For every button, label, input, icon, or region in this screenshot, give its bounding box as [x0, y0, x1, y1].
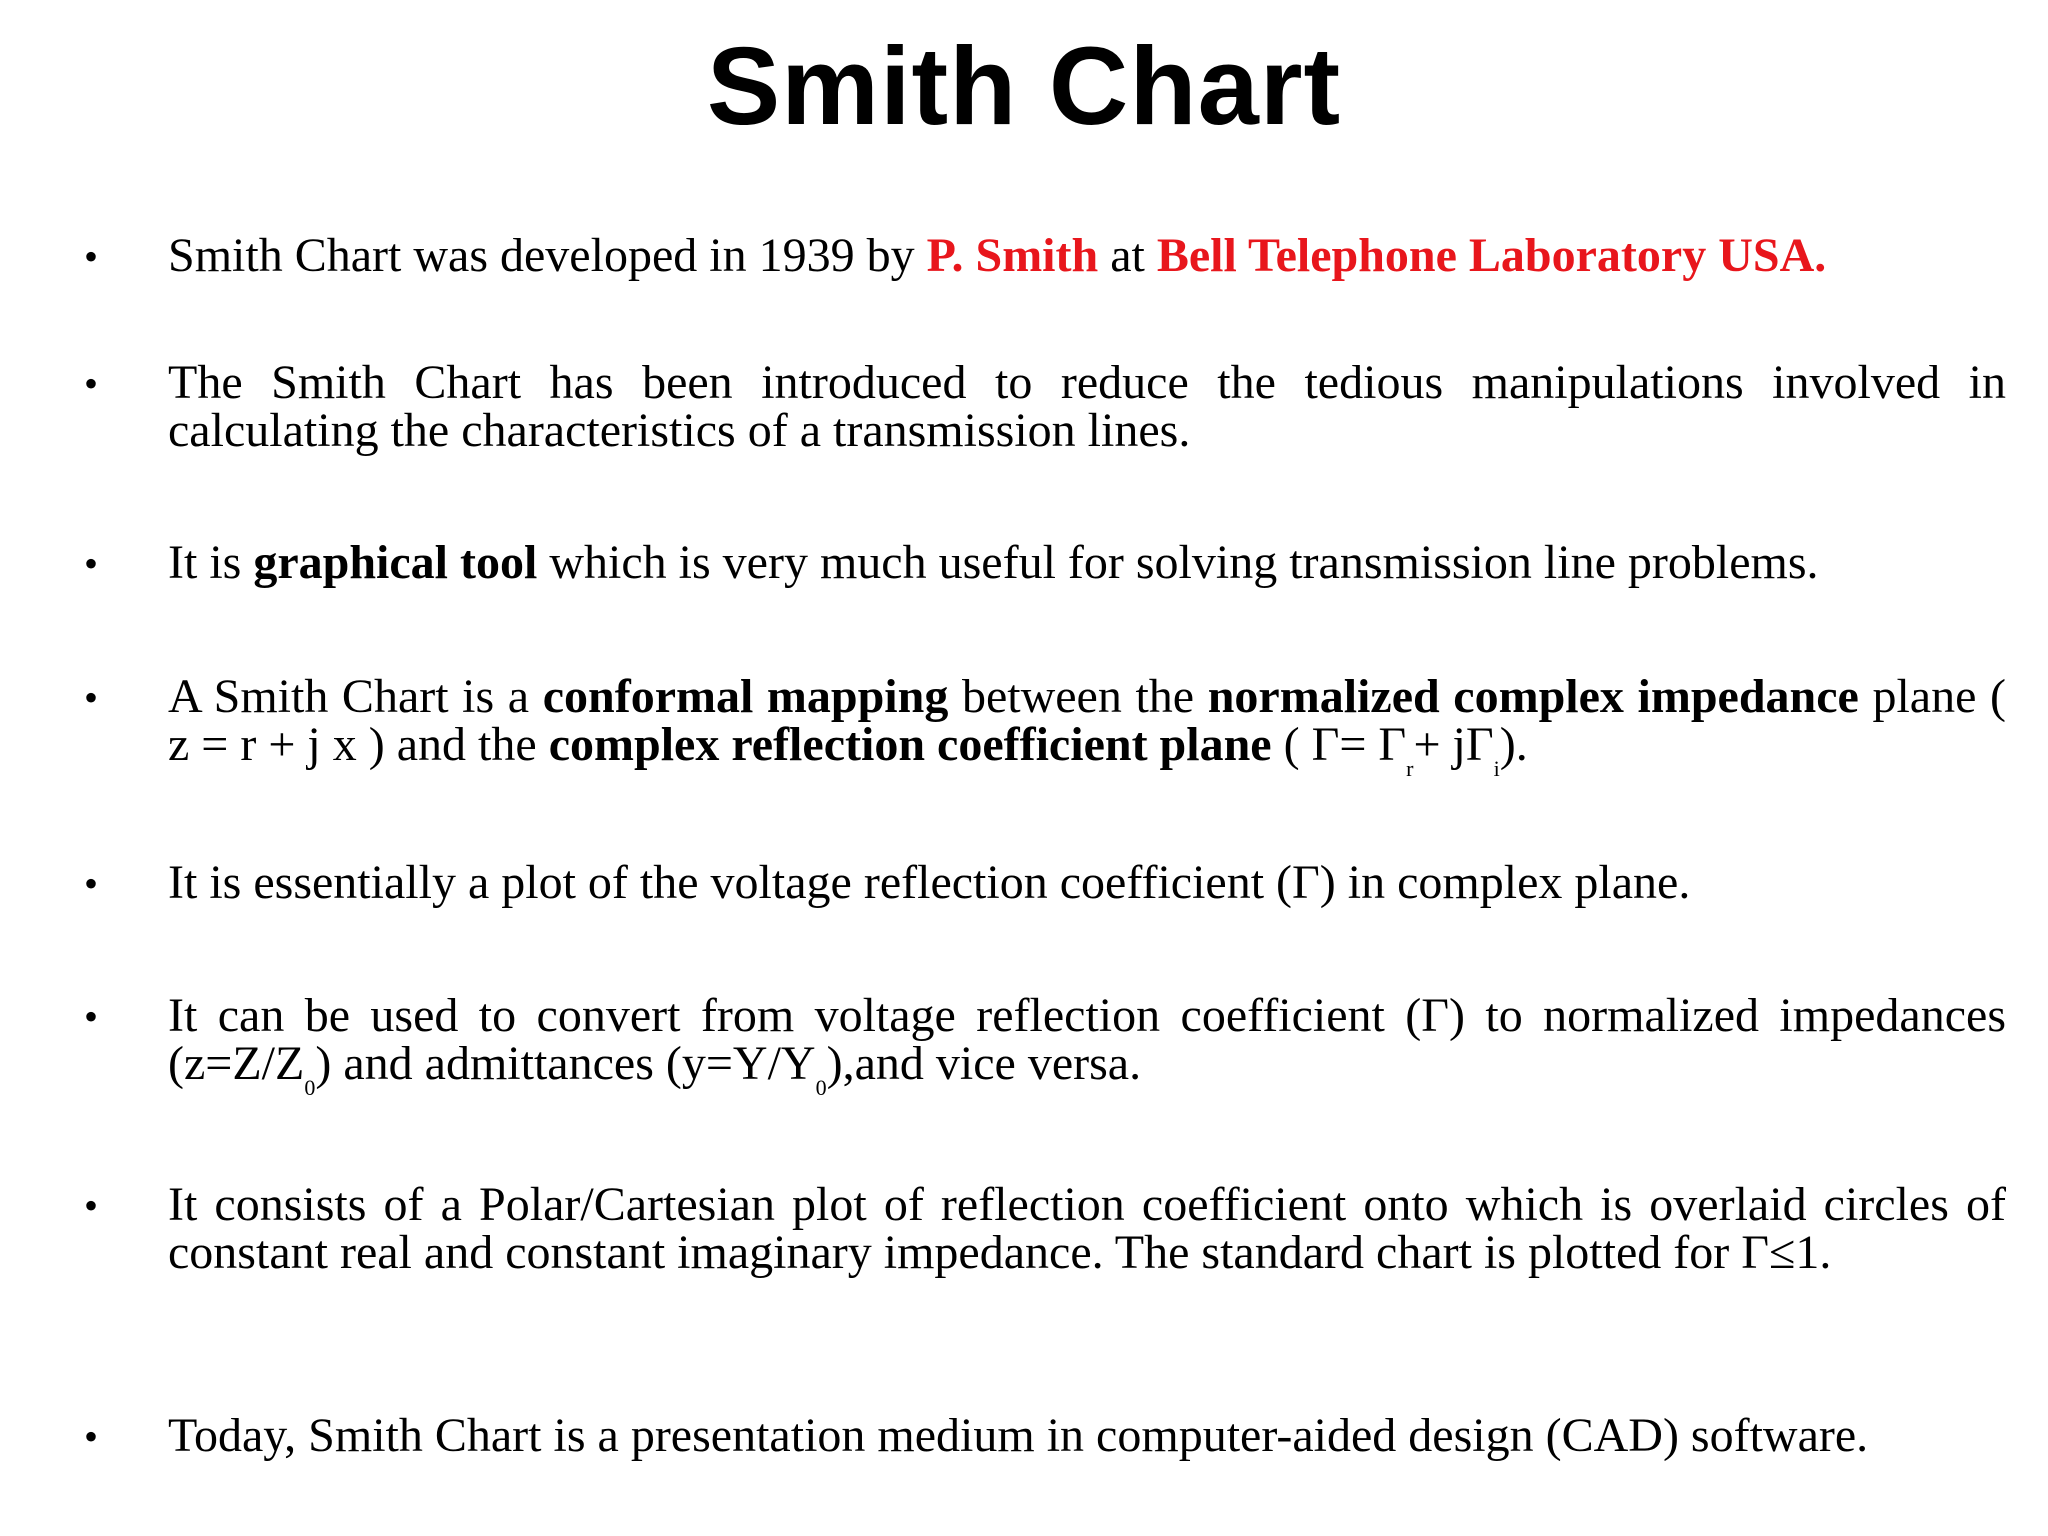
laboratory-name: Bell Telephone Laboratory USA.	[1156, 229, 1827, 282]
text-run: plane ( z = r + j x ) and the	[168, 670, 2007, 771]
bullet-text-8	[168, 1409, 2006, 1462]
text-run: at	[1098, 229, 1157, 282]
bold-term: conformal mapping	[542, 670, 949, 723]
bullet-marker: •	[84, 675, 99, 720]
bullet-text-5	[168, 856, 2006, 909]
slide-title: Smith Chart	[706, 25, 1342, 148]
bullet-text-4	[168, 670, 2007, 781]
text-run: Smith Chart was developed in 1939 by	[168, 229, 927, 282]
text-run: + jΓ	[1413, 718, 1494, 771]
bullet-marker: •	[84, 1183, 99, 1228]
text-run: Today, Smith Chart is a presentation medium in computer-aided design (CAD) software.	[168, 1409, 1869, 1462]
subscript: 0	[304, 1075, 316, 1100]
text-run: The Smith Chart has been introduced to reduce the tedious manipulations involved in calculating the characteristics of a transmission lines.	[168, 356, 2006, 457]
bullet-marker: •	[84, 234, 99, 279]
text-run: between the	[948, 670, 1208, 723]
text-run: A Smith Chart is a	[168, 670, 543, 723]
bullet-text-3	[168, 536, 2006, 589]
bold-term: graphical tool	[253, 536, 538, 589]
text-run: It consists of a Polar/Cartesian plot of reflection coefficient onto which is overlaid circles of constant real and constant imaginary impedance. The standard chart is plotted for Γ≤1.	[168, 1178, 2006, 1279]
bullet-marker: •	[84, 861, 99, 906]
subscript: 0	[815, 1075, 827, 1100]
text-run: ) and admittances (y=Y/Y	[315, 1037, 816, 1090]
bullet-text-1	[168, 229, 2006, 282]
bold-term: normalized complex impedance	[1207, 670, 1859, 723]
text-run: which is very much useful for solving transmission line problems.	[537, 536, 1819, 589]
text-run: It is essentially a plot of the voltage reflection coefficient (Γ) in complex plane.	[168, 856, 1691, 909]
bullet-text-2	[168, 356, 2006, 457]
text-run: It can be used to convert from voltage reflection coefficient (Γ) to normalized impedances (z=Z/Z	[168, 989, 2006, 1090]
subscript: i	[1493, 756, 1500, 781]
bullet-marker: •	[84, 1414, 99, 1459]
text-run: ),and vice versa.	[826, 1037, 1142, 1090]
bold-term: complex reflection coefficient plane	[548, 718, 1272, 771]
bullet-text-7	[168, 1178, 2006, 1279]
text-run: ).	[1499, 718, 1528, 771]
text-run: ( Γ= Γ	[1271, 718, 1407, 771]
bullet-marker: •	[84, 541, 99, 586]
bullet-text-6	[168, 989, 2006, 1100]
subscript: r	[1406, 756, 1414, 781]
bullet-marker: •	[84, 994, 99, 1039]
bullet-marker: •	[84, 361, 99, 406]
inventor-name: P. Smith	[926, 229, 1099, 282]
text-run: It is	[168, 536, 254, 589]
